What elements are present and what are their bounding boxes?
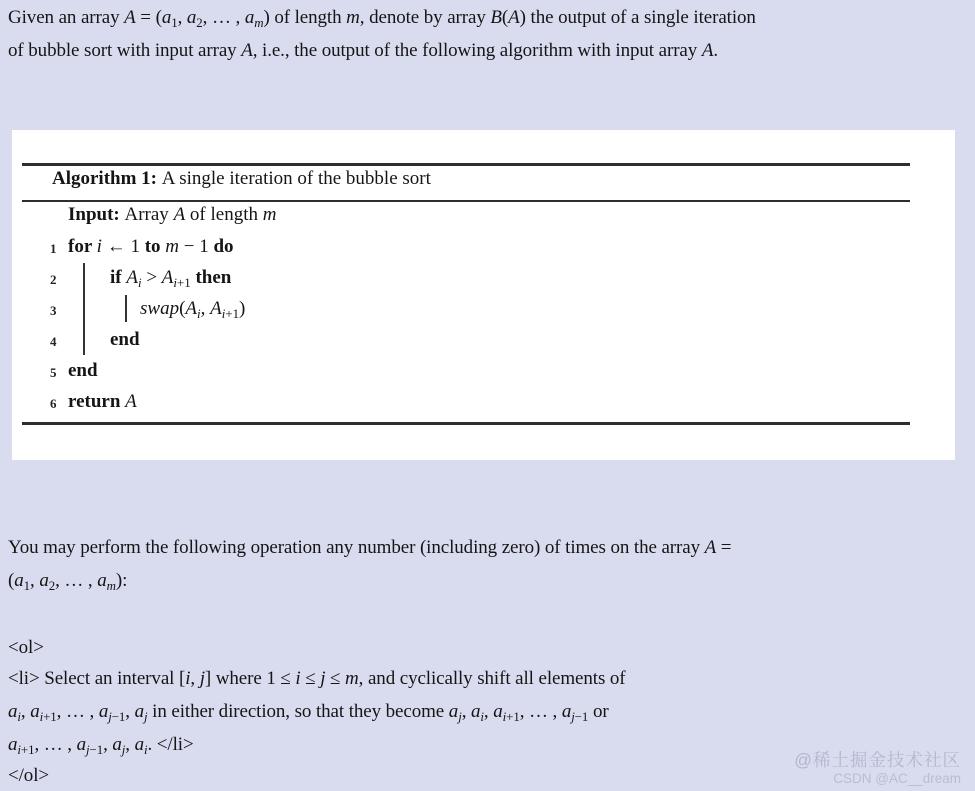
algorithm-code-1: for i ← 1 to m − 1 do [68,236,234,257]
algorithm-code-4: end [110,329,140,350]
for-block-rule [83,263,85,355]
operation-paragraph: You may perform the following operation any number (including zero) of times on the array A = ($a_1$, $a_2$, … , $a_m$): [8,537,732,593]
algorithm-line-6 [12,389,955,415]
algorithm-code-5: end [68,360,98,381]
algorithm-line-1 [12,234,955,260]
algorithm-bottom-rule [22,422,910,425]
li-item-text: <li> Select an interval [i, j] where 1 ≤ i ≤ j ≤ m, and cyclically shift all elements of $a_i$, $a_{i+1}$, … , $a_{j-1}$, $a_j$ in either direction, so that they become $a_j$, $a_i$, $a_{i+1}$, … , $a_{j-1}$ or $a_{i+1}$, … , $a_{j-1}$, $a_j$, $a_i$. </li> [8,668,626,757]
algorithm-code-3: $swap(A_i$, $A_{i+1}$) [140,298,246,321]
algorithm-box [12,130,955,460]
ol-open-tag-text: <ol> [8,637,44,658]
if-block-rule [125,295,127,322]
algorithm-input-line: Input: Array A of length m [68,204,277,225]
watermark [794,750,961,787]
line-number-4: 4 [50,334,57,349]
line-number-5: 5 [50,365,57,380]
ol-close-tag-text: </ol> [8,765,49,786]
watermark-author: CSDN @AC__dream [833,770,961,786]
algorithm-code-6: return A [68,391,137,412]
algorithm-code-2: if $A_i > A_{i+1}$ then [110,267,232,290]
intro-paragraph: Given an array $A = (a_1$, $a_2$, … , $a_m$) of length m, denote by array B(A) the output of a single iteration of bubble sort with input array A, i.e., the output of the following algorithm with input array A. [8,7,756,61]
line-number-6: 6 [50,396,57,411]
algorithm-line-4 [12,327,955,353]
algorithm-line-5 [12,358,955,384]
algorithm-title: Algorithm 1: A single iteration of the bubble sort [52,168,431,189]
algorithm-line-2 [12,265,955,291]
watermark-community: @稀土掘金技术社区 [794,749,961,770]
algorithm-line-3 [12,296,955,322]
line-number-2: 2 [50,272,57,287]
line-number-1: 1 [50,241,57,256]
line-number-3: 3 [50,303,57,318]
